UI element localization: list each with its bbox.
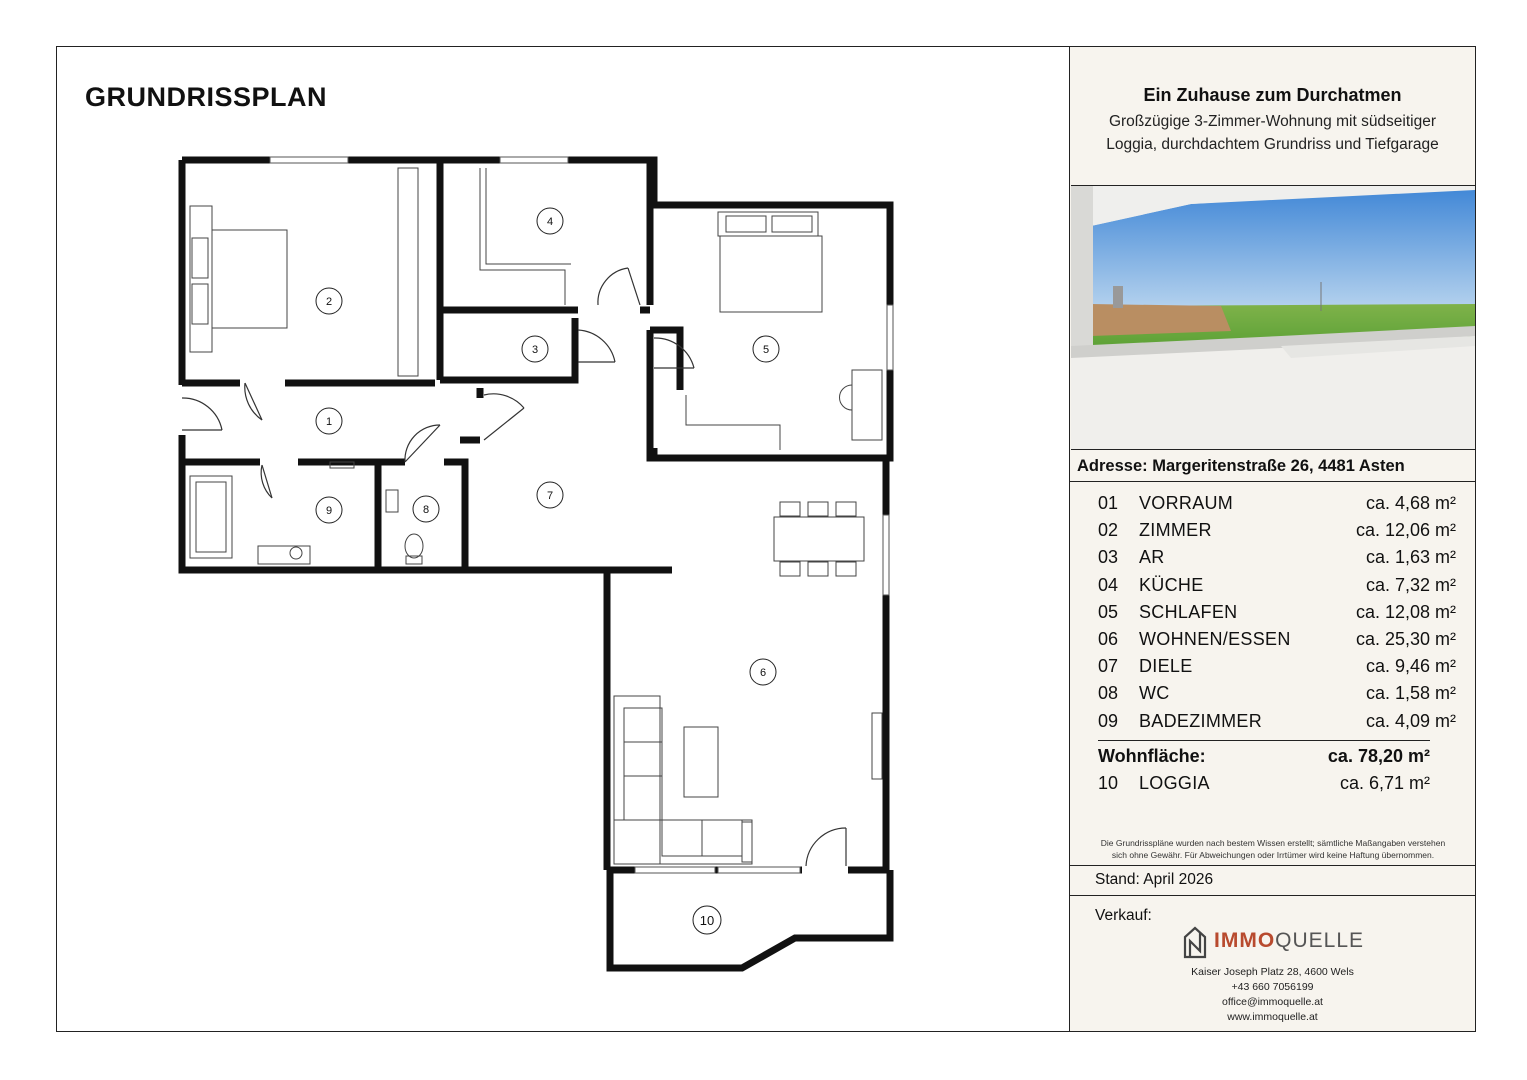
room-marker-1: 1 (325, 416, 333, 428)
room-marker-8: 8 (422, 504, 430, 516)
divider (1070, 865, 1475, 866)
subline-2: Loggia, durchdachtem Grundriss und Tiefgarage (1106, 136, 1439, 153)
list-item: 06 WOHNEN/ESSEN ca. 25,30 m² (1098, 628, 1456, 649)
list-item: 03 AR ca. 1,63 m² (1098, 547, 1456, 568)
total-label: Wohnfläche: (1098, 745, 1206, 766)
room-marker-4: 4 (546, 216, 554, 228)
total-row (1098, 740, 1430, 771)
list-item: 05 SCHLAFEN ca. 12,08 m² (1098, 601, 1456, 622)
disclaimer: Die Grundrisspläne wurden nach bestem Wissen erstellt; sämtliche Maßangaben verstehen sich ohne Gewähr. Für Abweichungen oder Irrtümer wird keine Haftung übernommen. (1100, 838, 1446, 860)
house-logo-icon (1182, 925, 1208, 959)
room-marker-5: 5 (762, 344, 770, 356)
list-item: 07 DIELE ca. 9,46 m² (1098, 656, 1456, 677)
immoquelle-logo (1182, 925, 1372, 961)
subline-1: Großzügige 3-Zimmer-Wohnung mit südseitiger (1108, 113, 1437, 130)
divider (1070, 481, 1475, 482)
headline-block (1070, 47, 1475, 185)
list-item-loggia: 10 LOGGIA ca. 6,71 m² (1098, 772, 1430, 793)
contact-block (1070, 965, 1475, 1025)
list-item: 01 VORRAUM ca. 4,68 m² (1098, 493, 1456, 513)
verkauf-label: Verkauf: (1095, 907, 1152, 924)
loggia-photo (1071, 185, 1475, 450)
plan-title: GRUNDRISSPLAN (85, 82, 328, 112)
stand-date: Stand: April 2026 (1095, 871, 1214, 888)
contact-web[interactable]: www.immoquelle.at (1227, 1011, 1318, 1023)
list-item: 08 WC ca. 1,58 m² (1098, 683, 1456, 704)
info-panel (1069, 47, 1475, 1031)
room-marker-10: 10 (699, 913, 715, 928)
logo-text: IMMOQUELLE (1214, 929, 1365, 952)
room-marker-7: 7 (546, 490, 554, 502)
room-marker-9: 9 (325, 505, 333, 517)
list-item: 09 BADEZIMMER ca. 4,09 m² (1098, 710, 1456, 731)
room-marker-2: 2 (325, 296, 333, 308)
divider (1070, 895, 1475, 896)
room-marker-6: 6 (759, 667, 767, 679)
subline (1070, 110, 1475, 156)
address: Adresse: Margeritenstraße 26, 4481 Asten (1077, 457, 1405, 475)
contact-phone[interactable]: +43 660 7056199 (1231, 981, 1314, 993)
room-list (1098, 493, 1456, 800)
contact-email[interactable]: office@immoquelle.at (1222, 996, 1323, 1008)
headline: Ein Zuhause zum Durchatmen (1143, 85, 1402, 105)
room-marker-3: 3 (531, 344, 539, 356)
list-item: 02 ZIMMER ca. 12,06 m² (1098, 520, 1456, 541)
list-item: 04 KÜCHE ca. 7,32 m² (1098, 574, 1456, 595)
contact-address: Kaiser Joseph Platz 28, 4600 Wels (1191, 966, 1354, 978)
total-area: ca. 78,20 m² (1327, 745, 1430, 766)
